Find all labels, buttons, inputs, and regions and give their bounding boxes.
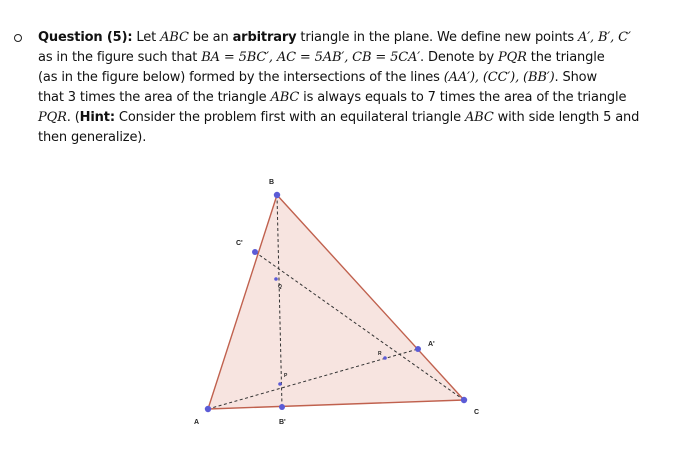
label-q: Q xyxy=(278,284,282,290)
label-b-prime: B' xyxy=(279,419,286,426)
question-text-segment: Consider the problem first with an equilateral triangle xyxy=(114,110,465,125)
question-text-segment: be an xyxy=(188,30,233,45)
math-expression: PQR xyxy=(498,50,527,65)
math-expression: (AA′), (CC′), (BB′) xyxy=(443,70,555,85)
point-p xyxy=(278,382,282,386)
point-q xyxy=(274,277,278,281)
question-text-segment: with side length 5 and xyxy=(493,110,640,125)
label-b: B xyxy=(269,179,275,186)
label-a: A xyxy=(194,419,200,426)
question-text-segment: the triangle xyxy=(526,50,605,65)
point-r xyxy=(383,356,387,360)
question-text-segment: Let xyxy=(136,30,161,45)
math-expression: A′, B′, C′ xyxy=(577,30,631,45)
label-c-prime: C' xyxy=(236,240,243,247)
question-text-segment: Hint: xyxy=(79,110,115,125)
question-text-segment: . ( xyxy=(66,110,80,125)
point-c-prime xyxy=(252,249,258,255)
triangle-abc-fill xyxy=(208,195,464,409)
point-b xyxy=(274,192,280,198)
point-b-prime xyxy=(279,404,285,410)
question-text-segment: then generalize). xyxy=(38,130,147,145)
question-text-segment: as in the figure such that xyxy=(38,50,202,65)
point-a-prime xyxy=(415,346,421,352)
question-text-segment: that 3 times the area of the triangle xyxy=(38,90,271,105)
math-expression: BA = 5BC′, AC = 5AB′, CB = 5CA′ xyxy=(201,50,421,65)
question-text-segment: is always equals to 7 times the area of the triangle xyxy=(299,90,627,105)
point-c xyxy=(461,397,467,403)
question-text-segment: arbitrary xyxy=(232,30,297,45)
question-text-segment: (as in the figure below) formed by the intersections of the lines xyxy=(38,70,444,85)
point-a xyxy=(205,406,211,412)
label-a-prime: A' xyxy=(428,341,435,348)
question-label: Question (5): xyxy=(38,30,133,45)
math-expression: PQR xyxy=(38,110,67,125)
label-r: R xyxy=(378,351,382,357)
math-expression: ABC xyxy=(160,30,189,45)
math-expression: ABC xyxy=(270,90,300,105)
label-c: C xyxy=(474,409,480,416)
math-expression: ABC xyxy=(464,110,494,125)
label-p: P xyxy=(284,373,288,379)
question-text-segment: . Denote by xyxy=(420,50,499,65)
question-text-segment: triangle in the plane. We define new points xyxy=(296,30,578,45)
question-text-segment: . Show xyxy=(554,70,597,85)
